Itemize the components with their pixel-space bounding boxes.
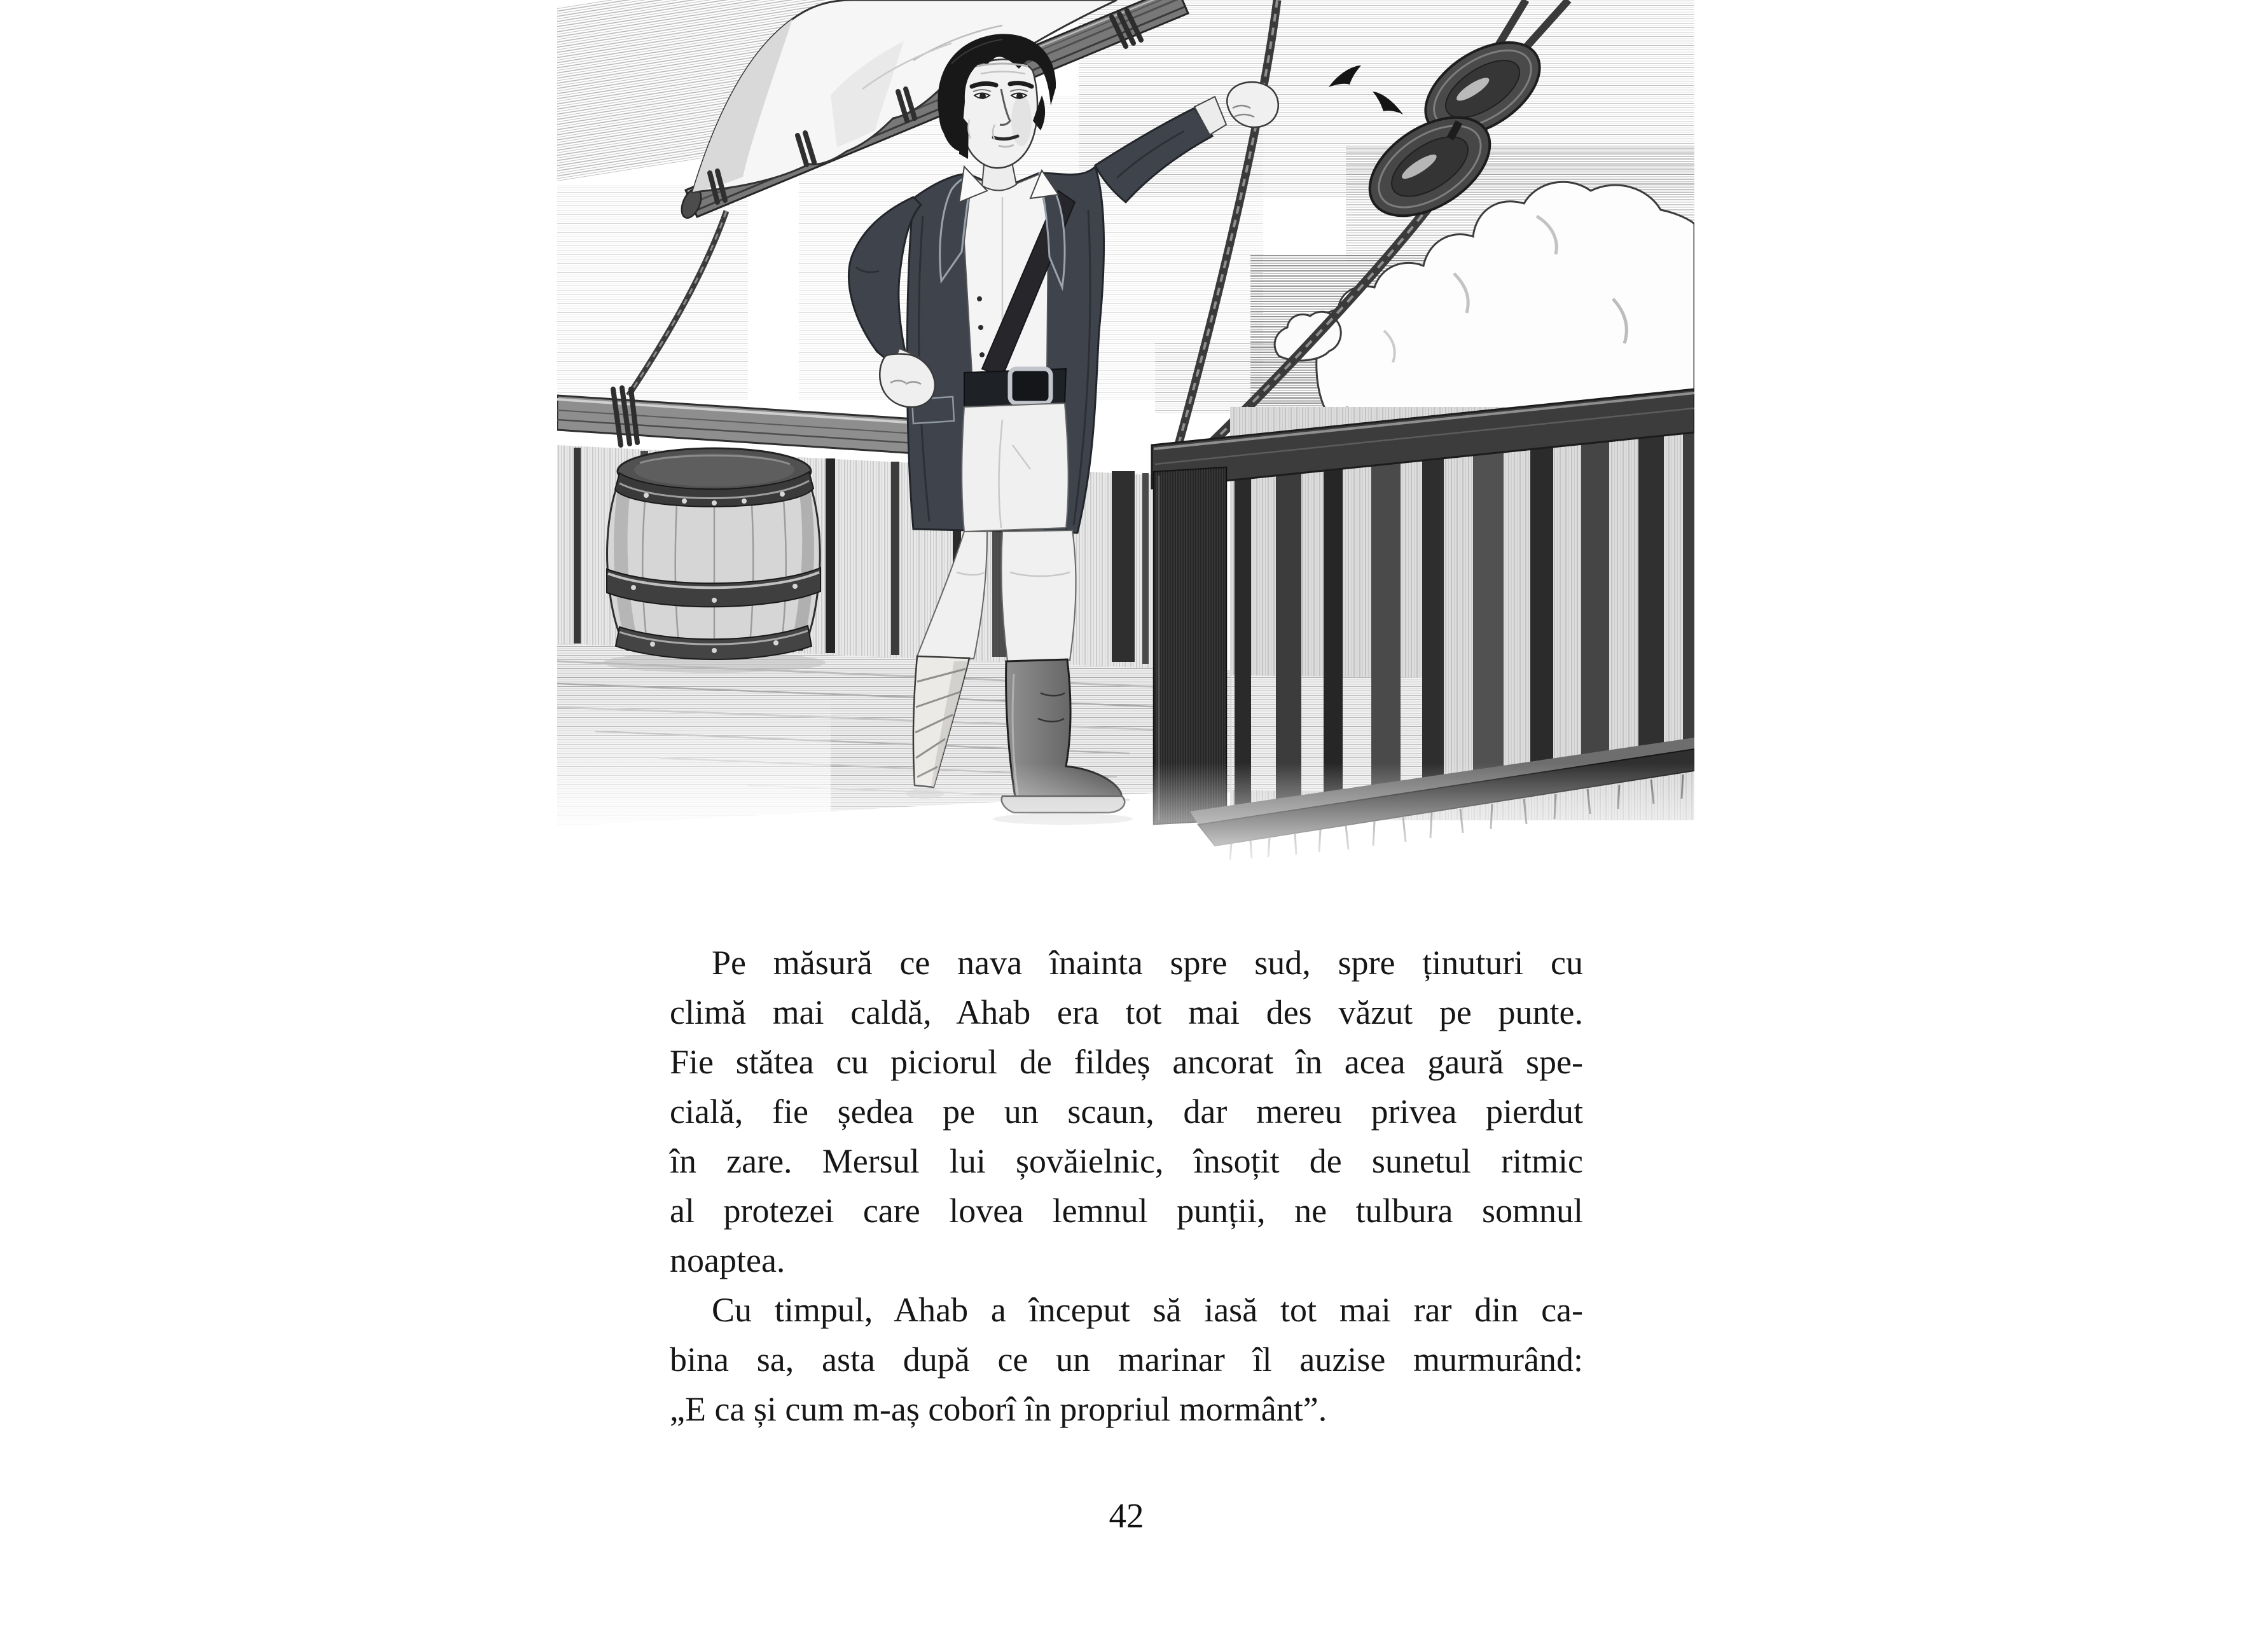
page-number: 42 — [1109, 1496, 1144, 1535]
text-line: Cu timpul, Ahab a început să iasă tot mai rar din ca- — [712, 1291, 1583, 1329]
illustration-canvas — [557, 0, 1694, 928]
paragraph-2 — [670, 1285, 1583, 1434]
breech-left-leg — [1001, 530, 1076, 661]
text-line: „E ca și cum m-aș coborî în propriul mormânt”. — [670, 1390, 1327, 1428]
text-line: al protezei care lovea lemnul punții, ne tulbura somnul — [670, 1192, 1583, 1230]
paragraph-1 — [670, 938, 1583, 1285]
text-line: Fie stătea cu piciorul de fildeș ancorat în acea gaură spe- — [670, 1043, 1583, 1081]
ahab-deck-illustration — [557, 0, 1694, 928]
barrel — [607, 448, 820, 659]
text-line: Pe măsură ce nava înainta spre sud, spre ținuturi cu — [712, 944, 1583, 982]
body-text — [670, 938, 1583, 1434]
text-line: climă mai caldă, Ahab era tot mai des văzut pe punte. — [670, 993, 1583, 1031]
belt — [964, 369, 1066, 407]
fade-bottom — [557, 763, 1694, 878]
text-line: noaptea. — [670, 1241, 785, 1279]
text-line: cială, fie ședea pe un scaun, dar mereu privea pierdut — [670, 1092, 1583, 1131]
text-line: în zare. Mersul lui șovăielnic, însoțit de sunetul ritmic — [670, 1142, 1583, 1180]
belt-buckle — [1010, 369, 1051, 403]
text-line: bina sa, asta după ce un marinar îl auzise murmurând: — [670, 1340, 1583, 1379]
